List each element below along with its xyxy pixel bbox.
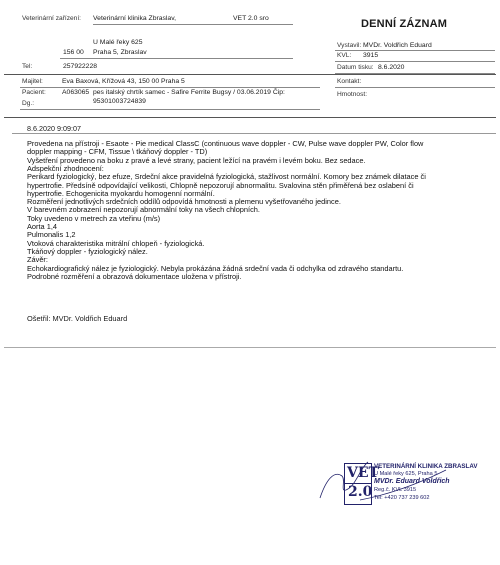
clinic-stamp	[344, 463, 478, 503]
record-line: hypertrofie. Předsíně odpovídající velikosti, Chlopně nepozorují abnormalitu. Svalovina stěn přiměřená bez oslabení či	[27, 180, 414, 190]
stamp-logo-top: VET	[347, 465, 379, 481]
clinic-zip: 156 00	[63, 49, 84, 56]
stamp-address: U Malé řeky 625, Praha 5	[374, 471, 438, 477]
patient-label: Pacient:	[22, 89, 46, 96]
stamp-phone: Tel: +420 737 239 602	[374, 495, 430, 501]
stamp-doctor: MVDr. Eduard Voldřich	[374, 478, 450, 485]
clinic-city: Praha 5, Zbraslav	[93, 49, 147, 56]
record-line: Adspekční zhodnocení:	[27, 163, 104, 173]
issued-by-label: Vystavil:	[337, 42, 362, 49]
clinic-name: Veterinární klinika Zbraslav,	[93, 15, 176, 22]
record-line: Podrobné rozměření a obrazová dokumentace uložena v přístroji.	[27, 271, 242, 281]
stamp-logo-bottom: 2.0	[348, 484, 373, 500]
record-line: Vyšetření provedeno na boku z pravé a levé strany, pacient ležící na pravém i levém boku. Bez sedace.	[27, 155, 366, 165]
kvl-label: KVL:	[337, 52, 352, 59]
document-title: DENNÍ ZÁZNAM	[361, 18, 448, 30]
patient-description: pes italský chrtík samec - Safire Ferrite Bugsy / 03.06.2019 Čip:	[93, 89, 285, 96]
record-line: Provedena na přístroji - Esaote - Pie medical ClassC (continuous wave doppler - CW, Pulse wave doppler PW, Color flow	[27, 139, 424, 148]
record-datetime: 8.6.2020 9:09:07	[27, 124, 81, 133]
clinic-tel: 257922228	[63, 63, 98, 70]
record-line: Pulmonalis 1,2	[27, 230, 76, 240]
patient-chip: 95301003724839	[93, 98, 146, 105]
owner-info: Eva Baxová, Křížová 43, 150 00 Praha 5	[62, 78, 185, 85]
clinic-street: U Malé řeky 625	[93, 39, 143, 46]
stamp-clinic-name: VETERINÁRNÍ KLINIKA ZBRASLAV	[374, 463, 478, 470]
kvl-number: 3915	[363, 52, 379, 59]
stamp-logo	[344, 463, 379, 505]
owner-label: Majitel:	[22, 78, 43, 85]
diagnosis-label: Dg.:	[22, 100, 35, 107]
record-line: Závěr:	[27, 255, 48, 265]
record-line: Echokardiografický nález je fyziologický. Nebyla prokázána žádná srdeční vada či odchylka od zdravého standartu.	[27, 263, 404, 273]
clinic-code: VET 2.0 sro	[233, 15, 269, 22]
record-line: Toky uvedeno v metrech za vteřinu (m/s)	[27, 213, 161, 223]
issued-by: MVDr. Voldřich Eduard	[363, 42, 432, 49]
clinic-label: Veterinární zařízení:	[22, 15, 82, 22]
treated-by: Ošetřil: MVDr. Voldřich Eduard	[27, 314, 128, 323]
record-line: hypertrofie. Echogenicita myokardu homogenní normální.	[27, 188, 215, 198]
record-line: Vtoková charakteristika mitrální chlopeň - fyziologická.	[27, 238, 205, 248]
record-line: V barevném zobrazení nepozorují abnormální toky na všech chlopních.	[27, 205, 260, 215]
print-date: 8.6.2020	[378, 64, 405, 71]
tel-label: Tel:	[22, 63, 33, 70]
record-line: Aorta 1,4	[27, 222, 57, 231]
contact-label: Kontakt:	[337, 78, 362, 85]
record-line: Perikard fyziologický, bez efuze, Srdeční akce pravidelná fyziologická, stažlivost normální. Komory bez známek dilatace či	[27, 172, 426, 182]
record-line: Rozměření jednotlivých srdečních oddílů odpovídá hmotnosti a plemenu vyšetřovaného jedince.	[27, 197, 341, 207]
weight-label: Hmotnost:	[337, 91, 368, 98]
print-date-label: Datum tisku:	[337, 64, 374, 71]
record-line: Tkáňový doppler - fyziologický nález.	[27, 246, 148, 256]
patient-id: A063065	[62, 89, 90, 96]
stamp-registration: Reg.č. KVL 3915	[374, 487, 417, 493]
record-line: doppler mapping - CFM, Tissue \ tkáňový doppler - TD)	[27, 147, 208, 157]
